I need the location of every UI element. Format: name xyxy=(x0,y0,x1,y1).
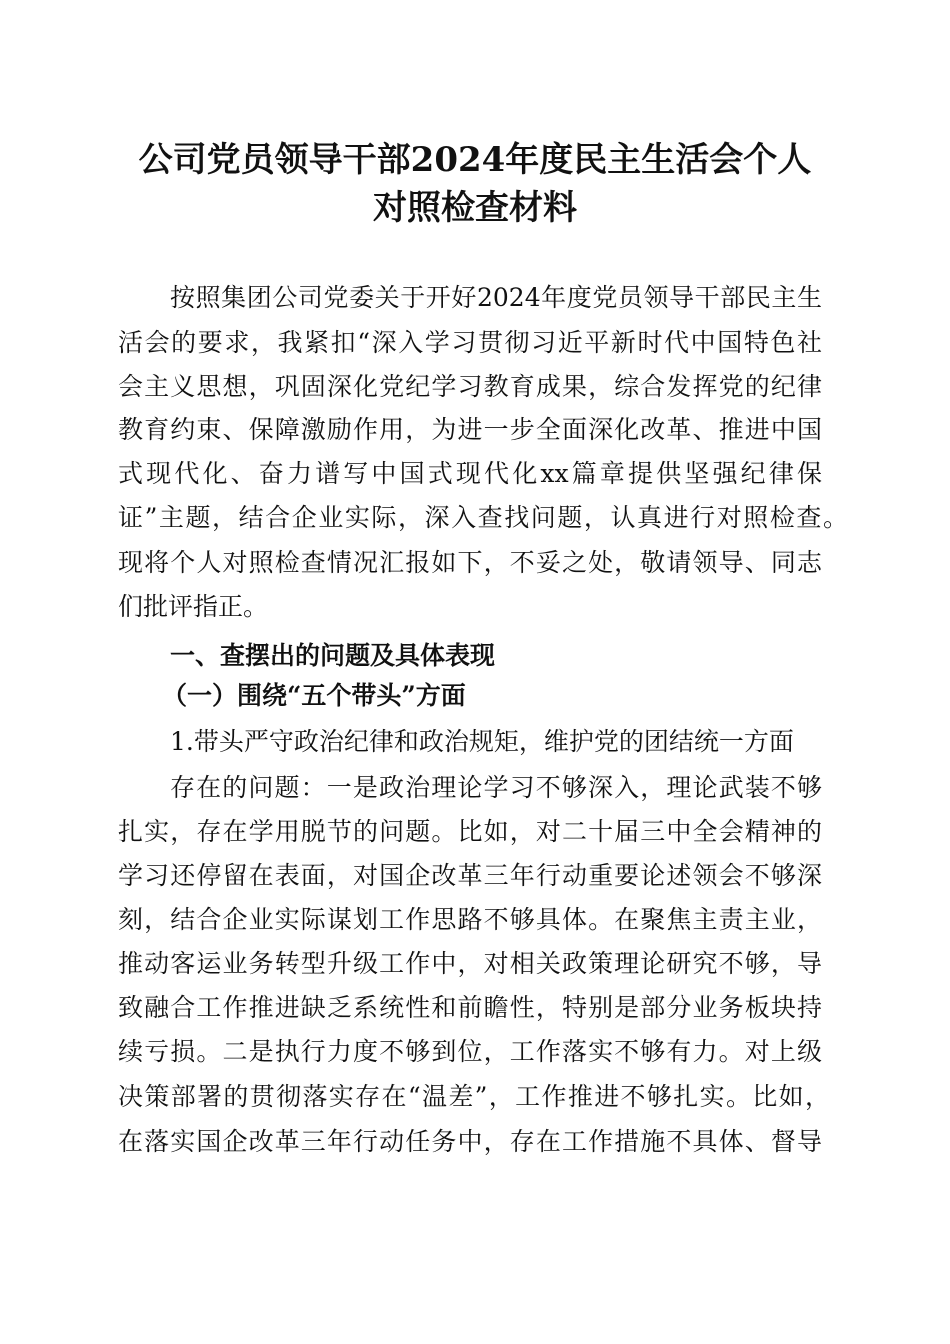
paragraph-line: 推动客运业务转型升级工作中，对相关政策理论研究不够，导 xyxy=(118,949,822,978)
paragraph-line: 式现代化、奋力谱写中国式现代化xx篇章提供坚强纪律保 xyxy=(118,459,822,488)
paragraph-line: 决策部署的贯彻落实存在“温差”，工作推进不够扎实。比如， xyxy=(118,1082,830,1111)
paragraph-line: 教育约束、保障激励作用，为进一步全面深化改革、推进中国 xyxy=(118,415,822,444)
paragraph-line: 在落实国企改革三年行动任务中，存在工作措施不具体、督导 xyxy=(118,1127,822,1156)
item-heading: 1.带头严守政治纪律和政治规矩，维护党的团结统一方面 xyxy=(170,727,794,756)
paragraph-line: 按照集团公司党委关于开好2024年度党员领导干部民主生 xyxy=(170,283,822,312)
paragraph-line: 证”主题，结合企业实际，深入查找问题，认真进行对照检查。 xyxy=(118,503,848,532)
paragraph-line: 现将个人对照检查情况汇报如下，不妥之处，敬请领导、同志 xyxy=(118,548,822,577)
paragraph-line: 续亏损。二是执行力度不够到位，工作落实不够有力。对上级 xyxy=(118,1037,822,1066)
paragraph-line: 扎实，存在学用脱节的问题。比如，对二十届三中全会精神的 xyxy=(118,817,822,846)
document-title-line-1: 公司党员领导干部2024年度民主生活会个人 xyxy=(138,140,812,180)
paragraph-line: 会主义思想，巩固深化党纪学习教育成果，综合发挥党的纪律 xyxy=(118,372,822,401)
paragraph-line: 学习还停留在表面，对国企改革三年行动重要论述领会不够深 xyxy=(118,861,822,890)
paragraph-line: 刻，结合企业实际谋划工作思路不够具体。在聚焦主责主业， xyxy=(118,905,822,934)
paragraph-line: 存在的问题：一是政治理论学习不够深入，理论武装不够 xyxy=(170,773,822,802)
subsection-heading: （一）围绕“五个带头”方面 xyxy=(162,681,466,710)
paragraph-line: 们批评指正。 xyxy=(118,592,269,621)
document-title-line-2: 对照检查材料 xyxy=(373,188,577,228)
paragraph-line: 致融合工作推进缺乏系统性和前瞻性，特别是部分业务板块持 xyxy=(118,993,822,1022)
paragraph-line: 活会的要求，我紧扣“深入学习贯彻习近平新时代中国特色社 xyxy=(118,328,822,357)
section-heading: 一、查摆出的问题及具体表现 xyxy=(170,641,496,670)
